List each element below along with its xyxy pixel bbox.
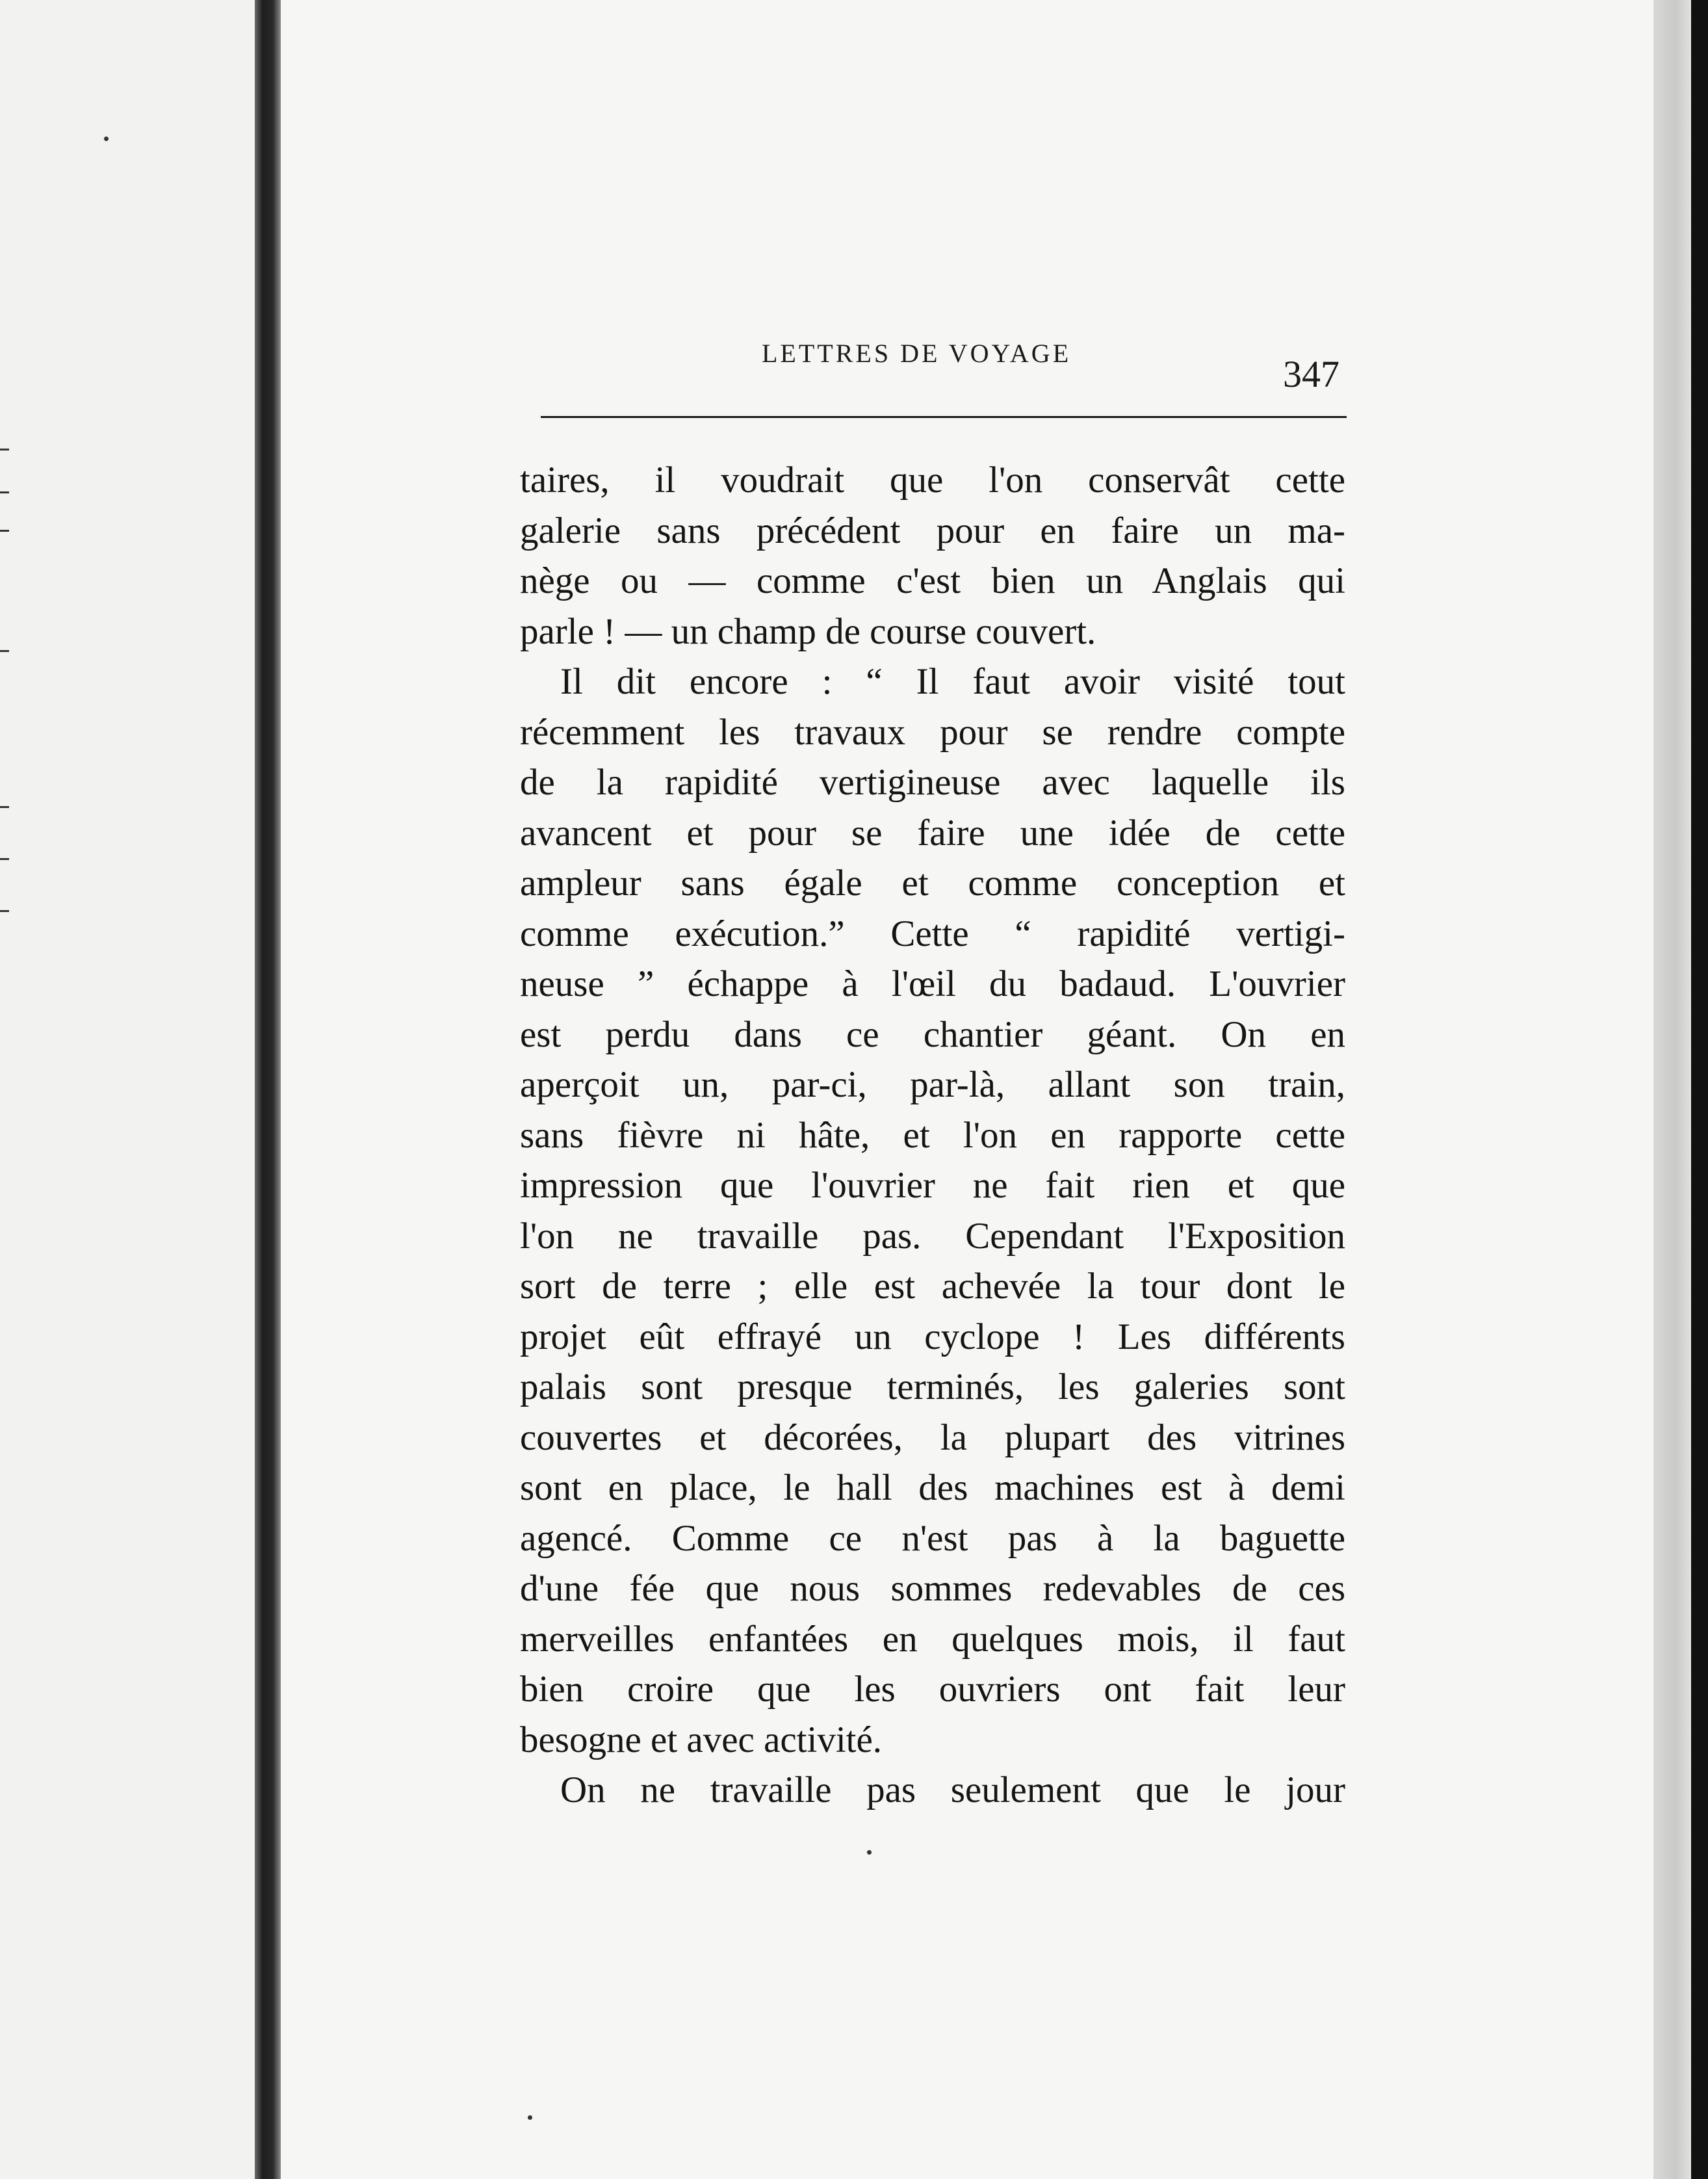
- text-line: taires, il voudrait que l'on conservât cette: [520, 460, 1345, 501]
- text-line: On ne travaille pas seulement que le jour: [560, 1769, 1345, 1810]
- paragraph-2: [520, 657, 1345, 1765]
- text-line: projet eût effrayé un cyclope ! Les différents: [520, 1316, 1345, 1357]
- text-line: besogne et avec activité.: [520, 1719, 883, 1760]
- scan-border: [1691, 0, 1708, 2179]
- text-line: sont en place, le hall des machines est à demi: [520, 1467, 1345, 1508]
- body-text: [520, 455, 1345, 1816]
- margin-mark: [0, 910, 9, 912]
- speck: [867, 1850, 872, 1855]
- margin-mark: [0, 650, 9, 652]
- text-line: Il dit encore : “ Il faut avoir visité tout: [560, 661, 1345, 702]
- text-line: neuse ” échappe à l'œil du badaud. L'ouvrier: [520, 963, 1345, 1004]
- text-line: galerie sans précédent pour en faire un ma-: [520, 510, 1345, 551]
- paragraph-3: [520, 1765, 1345, 1816]
- text-line: d'une fée que nous sommes redevables de ces: [520, 1568, 1345, 1609]
- text-line: impression que l'ouvrier ne fait rien et que: [520, 1165, 1345, 1206]
- paragraph-1: [520, 455, 1345, 657]
- book-gutter: [255, 0, 281, 2179]
- margin-mark: [0, 806, 9, 808]
- text-line: palais sont presque terminés, les galeries sont: [520, 1366, 1345, 1407]
- margin-mark: [0, 491, 9, 493]
- text-line: parle ! — un champ de course couvert.: [520, 610, 1096, 652]
- text-line: comme exécution.” Cette “ rapidité vertigi-: [520, 913, 1345, 954]
- running-title: LETTRES DE VOYAGE: [762, 339, 1072, 368]
- text-line: de la rapidité vertigineuse avec laquelle ils: [520, 762, 1345, 803]
- header-rule: [541, 416, 1347, 418]
- text-line: l'on ne travaille pas. Cependant l'Exposition: [520, 1215, 1345, 1257]
- text-line: avancent et pour se faire une idée de cette: [520, 812, 1345, 854]
- text-line: couvertes et décorées, la plupart des vitrines: [520, 1416, 1345, 1458]
- margin-mark: [0, 449, 9, 450]
- text-line: bien croire que les ouvriers ont fait leur: [520, 1669, 1345, 1710]
- text-line: nège ou — comme c'est bien un Anglais qui: [520, 560, 1345, 601]
- text-line: merveilles enfantées en quelques mois, il faut: [520, 1618, 1345, 1660]
- text-line: agencé. Comme ce n'est pas à la baguette: [520, 1517, 1345, 1559]
- text-line: ampleur sans égale et comme conception et: [520, 863, 1345, 904]
- speck: [528, 2115, 532, 2120]
- text-line: est perdu dans ce chantier géant. On en: [520, 1013, 1345, 1055]
- text-line: récemment les travaux pour se rendre compte: [520, 711, 1345, 753]
- margin-mark: [0, 530, 9, 532]
- margin-mark: [0, 858, 9, 860]
- page-number: 347: [1283, 353, 1339, 395]
- page-edge: [1653, 0, 1691, 2179]
- text-line: sans fièvre ni hâte, et l'on en rapporte cette: [520, 1114, 1345, 1156]
- speck: [104, 137, 109, 141]
- text-line: aperçoit un, par-ci, par-là, allant son train,: [520, 1064, 1345, 1105]
- left-page: [0, 0, 255, 2179]
- text-line: sort de terre ; elle est achevée la tour dont le: [520, 1266, 1345, 1307]
